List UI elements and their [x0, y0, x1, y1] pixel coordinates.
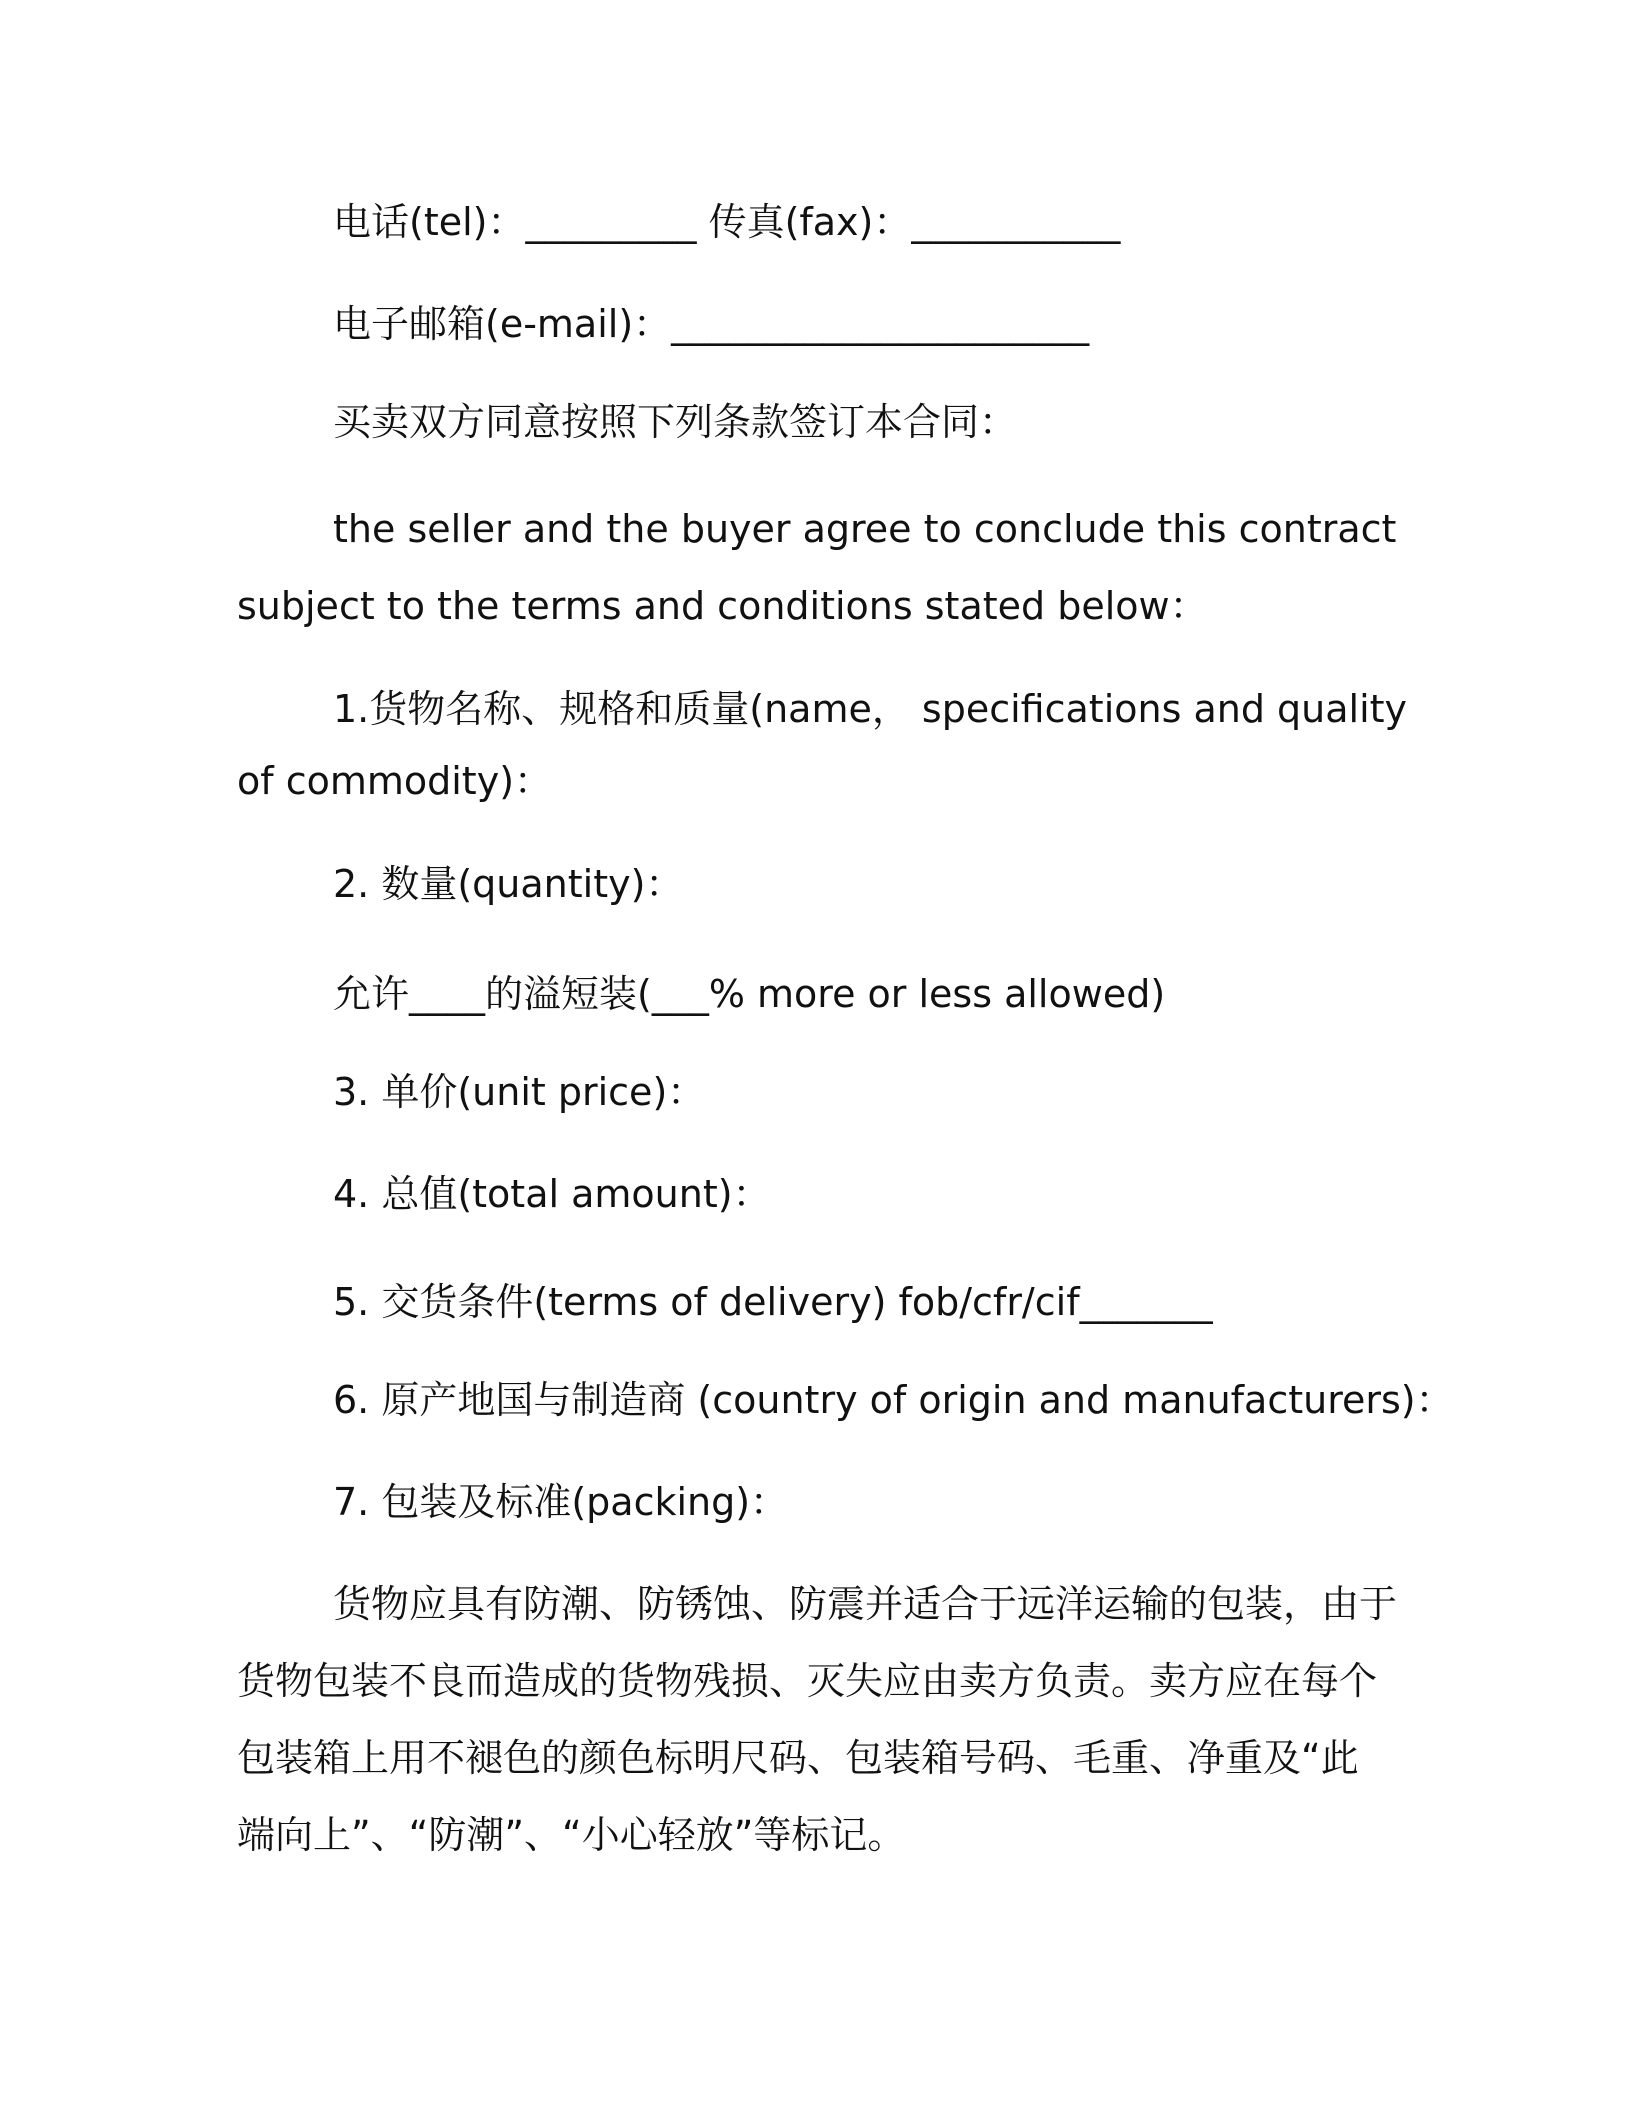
clause-5-delivery: 5. 交货条件(terms of delivery) fob/cfr/cif_______: [333, 1280, 1213, 1324]
intro-chinese: 买卖双方同意按照下列条款签订本合同：: [333, 400, 1018, 444]
clause-4-total-amount: 4. 总值(total amount)：: [333, 1172, 771, 1216]
packing-paragraph-line-3: 包装箱上用不褪色的颜色标明尺码、包装箱号码、毛重、净重及“此: [237, 1736, 1359, 1780]
packing-paragraph-line-1: 货物应具有防潮、防锈蚀、防震并适合于远洋运输的包装，由于: [333, 1582, 1398, 1626]
intro-english-line-1: the seller and the buyer agree to conclude this contract: [333, 507, 1397, 551]
packing-paragraph-line-4: 端向上”、“防潮”、“小心轻放”等标记。: [237, 1813, 906, 1857]
clause-3-unit-price: 3. 单价(unit price)：: [333, 1070, 706, 1114]
packing-paragraph-line-2: 货物包装不良而造成的货物残损、灭失应由卖方负责。卖方应在每个: [237, 1659, 1378, 1703]
intro-english-line-2: subject to the terms and conditions stated below：: [237, 584, 1208, 628]
tel-fax-line: 电话(tel)：_________ 传真(fax)：___________: [333, 200, 1121, 244]
clause-2-quantity: 2. 数量(quantity)：: [333, 862, 684, 906]
clause-2-allowance: 允许____的溢短装(___% more or less allowed): [333, 972, 1166, 1016]
clause-1-line-1: 1.货物名称、规格和质量(name， specifications and quality: [333, 687, 1408, 731]
clause-1-line-2: of commodity)：: [237, 759, 553, 803]
clause-7-packing: 7. 包装及标准(packing)：: [333, 1480, 789, 1524]
email-line: 电子邮箱(e-mail)：______________________: [333, 302, 1090, 346]
clause-6-origin: 6. 原产地国与制造商 (country of origin and manufacturers)：: [333, 1378, 1454, 1422]
